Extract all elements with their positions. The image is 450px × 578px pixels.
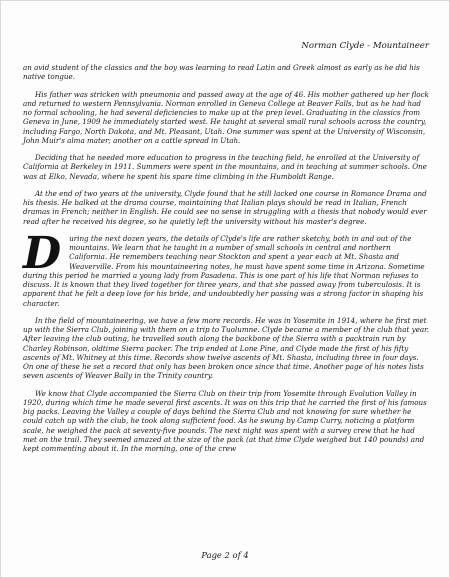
paragraph-3: Deciding that he needed more education to progress in the teaching field, he enrolled at the University of California at Berkeley in 1911. Summers were spent in the mountains, and in teaching at summer schools. One was at Elko, Nevada, where he spent his spare time climbing in the Humboldt Range. [23,153,427,181]
paragraph-6: In the field of mountaineering, we have a few more records. He was in Yosemite in 1914, where he first met up with the Sierra Club, joining with them on a trip to Tuolumne. Clyde became a member of the club that year. After leaving the club outing, he travelled south along the backbone of the Sierra with a packtrain run by Charley Robinson, oldtime Sierra packer. The trip ended at Lone Pine, and Clyde made the first of his fifty ascents of Mt. Whitney at this time. Records show twelve ascents of Mt. Shasta, including three in four days. On one of these he set a record that only has been broken once since that time. Another page of his notes lists seven ascents of Weaver Bally in the Trinity country. [23,315,430,381]
running-header: Norman Clyde - Mountaineer [301,41,429,51]
paragraph-7: We know that Clyde accompanied the Sierra Club on their trip from Yosemite through Evolution Valley in 1920, during which time he made several first ascents. It was on this trip that he carried the first of his famous big packs. Leaving the Valley a couple of days behind the Sierra Club and not knowing for sure whether he could catch up with the club, he took along sufficient food. As he swung by Camp Curry, noticing a platform scale, he weighed the pack at seventy-five pounds. The next night was spent with a survey crew that he had met on the trail. They seemed amazed at the size of the pack (at that time Clyde weighed but 140 pounds) and kept commenting about it. In the morning, one of the crew [23,388,427,453]
paragraph-2: His father was stricken with pneumonia and passed away at the age of 46. His mother gathered up her flock and returned to western Pennsylvania. Norman enrolled in Geneva College at Beaver Falls, but as he had had no formal schooling, he had several deficiencies to make up at the prep level. Graduating in the classics from Geneva in June, 1909 he immediately started west. He taught at several small rural schools across the country, including Fargo, North Dakota, and Mt. Pleasant, Utah. One summer was spent at the University of Wisconsin, John Muir's alma mater; another on a cattle spread in Utah. [23,89,429,145]
drop-cap-initial: D [23,227,62,279]
dropcap-paragraph-text: uring the next dozen years, the details of Clyde's life are rather sketchy, both in and out of the mountains. We learn that he taught in a number of small schools in central and northern California. He remembers teaching near Stockton and spent a year each at Mt. Shasta and Weaverville. From his mountaineering notes, he must have spent some time in Arizona. Sometime during this period he married a young lady from Pasadena. This is one part of his life that Norman refuses to discuss. It is known that they lived together for three years, and that she passed away from tuberculosis. It is apparent that he felt a deep love for his bride, and undoubtedly her passing was a strong factor in shaping his character. [23,233,425,308]
page-number: Page 2 of 4 [201,550,249,560]
paragraph-1: an avid student of the classics and the boy was learning to read Latin and Greek almost as early as he did his native tongue. [23,63,420,82]
dropcap-paragraph [23,227,430,308]
paragraph-4: At the end of two years at the university, Clyde found that he still lacked one course in Romance Drama and his thesis. He balked at the drama course, maintaining that Italian plays should be read in Italian, French dramas in French; neither in English. He could see no sense in struggling with a thesis that nobody would ever read after he received his degree, so he quietly left the university without his master's degree. [23,188,427,226]
article-body [23,63,430,461]
